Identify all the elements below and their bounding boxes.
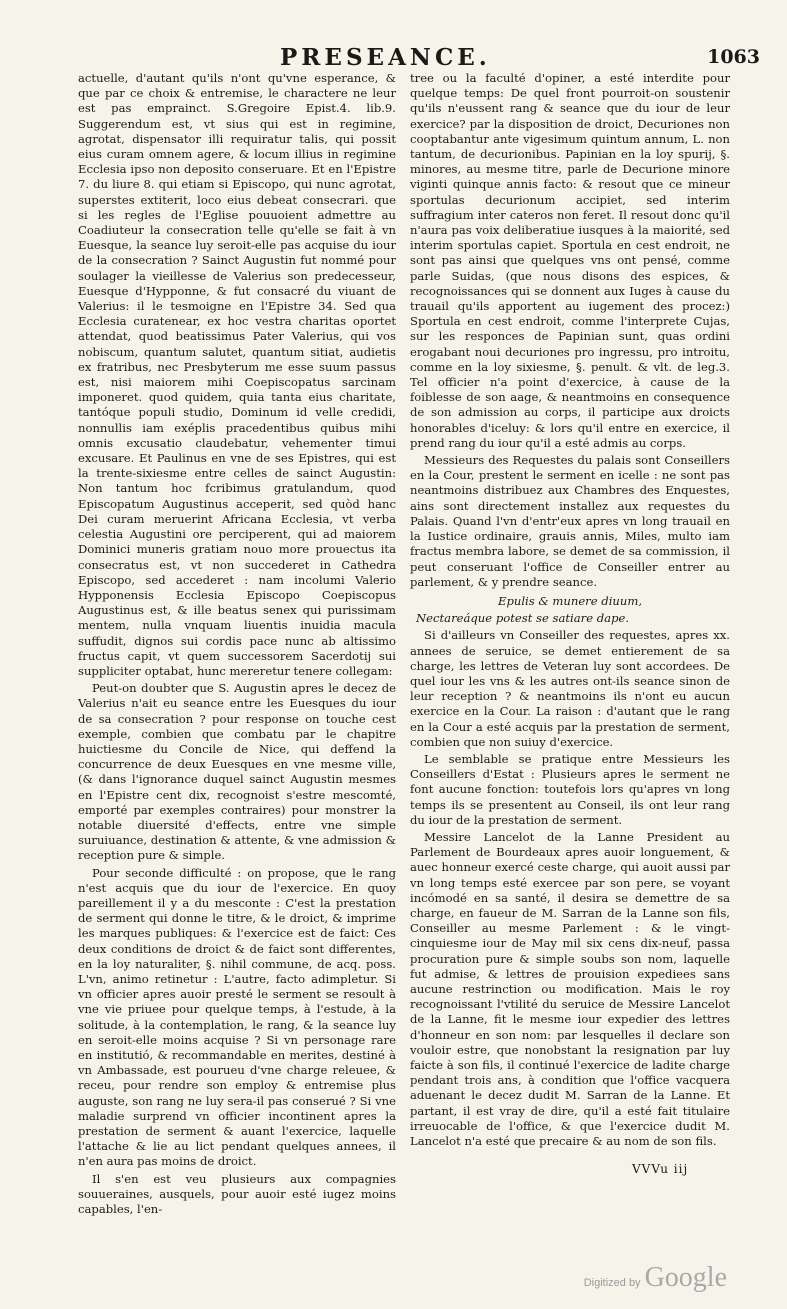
paragraph: actuelle, d'autant qu'ils n'ont qu'vne esperance, & que par ce choix & entremise, le charactere ne leur est pas emprainct. S.Gregoire Epist.4. lib.9. Suggerendum est, vt sius qui est in regimine, agrotat, dispensator illi requiratur talis, qui possit eius curam omnem agere, & locum illius in regimine Ecclesia ipso non deposito conseruare. Et en l'Epistre 7. du liure 8. qui etiam si Episcopo, qui nunc agrotat, superstes extiterit, loco eius debeat consecrari. que si les regles de l'Eglise pouuoient admettre au Coadiuteur la consecration telle qu'elle se fait à vn Euesque, la seance luy seroit-elle pas acquise du iour de la consecration ? Sainct Augustin fut nommé pour soulager la vieillesse de Valerius son predecesseur, Euesque d'Hypponne, & fut consacré du viuant de Valerius: il le tesmoigne en l'Epistre 34. Sed qua Ecclesia curatenear, ex hoc vestra charitas oportet attendat, quod beatissimus Pater Valerius, qui vos nobiscum, quantum salutet, quantum sitiat, audietis ex fratribus, nec Presbyterum me esse suum passus est, nisi maiorem mihi Coepiscopatus sarcinam imponeret. quod quidem, quia tanta eius charitate, tantóque populi studio, Dominum id velle credidi, nonnullis iam exéplis pracedentibus quibus mihi omnis excusatio claudebatur, vehementer timui excusare. Et Paulinus en vne de ses Epistres, qui est la trente-sixiesme entre celles de sainct Augustin: Non tantum hoc fcribimus gratulandum, quod Episcopatum Augustinus acceperit, sed quòd hanc Dei curam meruerint Africana Ecclesia, vt verba celestia Augustini ore perciperent, qui ad maiorem Dominici muneris gratiam nouo more prouectus ita consecratus est, vt non succederet in Cathedra Episcopo, sed accederet : nam incolumi Valerio Hypponensis Ecclesia Episcopo Coepiscopus Augustinus est, & ille beatus senex qui purissimam mentem, nulla vnquam liuentis inuidia macula suffudit, dignos sui cordis pace nunc ab altissimo fructus capit, vt quem successorem Sacerdotij sui suppliciter optabat, hunc mereretur tenere collegam: [78, 71, 396, 678]
verse-line: Nectareáque potest se satiare dape. [416, 611, 630, 626]
verse-line: Epulis & munere diuum, [497, 593, 643, 608]
page-number: 1063 [707, 46, 760, 68]
running-head [70, 44, 760, 74]
paragraph: Messieurs des Requestes du palais sont Conseillers en la Cour, prestent le serment en icelle : ne sont pas neantmoins distribuez aux Chambres des Enquestes, ains sont directement installez aux requestes du Palais. Quand l'vn d'entr'eux apres vn long trauail en la Iustice ordinaire, grauis annis, Miles, multo iam fractus membra labore, se demet de sa commission, il peut conseruant l'office de Conseiller entrer au parlement, & y prendre seance. [410, 453, 730, 589]
paragraph: Pour seconde difficulté : on propose, que le rang n'est acquis que du iour de l'exercice. En quoy pareillement il y a du mesconte : C'est la prestation de serment qui donne le titre, & le droict, & imprime les marques publiques: & l'exercice est de faict: Ces deux conditions de droict & de faict sont differentes, en la loy naturaliter, §. nihil commune, de acq. poss. L'vn, animo retinetur : L'autre, facto adimpletur. Si vn officier apres auoir presté le serment se resoult à vne vie priuee pour quelque temps, à l'estude, à la solitude, à la contemplation, le rang, & la seance luy en seroit-elle moins acquise ? Si vn personage rare en institutió, & recommandable en merites, destiné à vn Ambassade, est pourueu d'vne charge releuee, & receu, pour rendre son employ & entremise plus auguste, son rang ne luy sera-il pas conserué ? Si vne maladie surprend vn officier incontinent apres la prestation de serment & auant l'exercice, laquelle l'attache & lie au lict pendant quelques annees, il n'en aura pas moins de droict. [78, 865, 396, 1169]
paragraph: Il s'en est veu plusieurs aux compagnies souueraines, ausquels, pour auoir esté iugez moins capables, l'en- [78, 1171, 396, 1217]
paragraph: tree ou la faculté d'opiner, a esté interdite pour quelque temps: De quel front pourroit-on soustenir qu'ils n'eussent rang & seance que du iour de leur exercice? par la disposition de droict, Decuriones non cooptabantur ante vigesimum quintum annum, L. non tantum, de decurionibus. Papinian en la loy spurij, §. minores, au mesme titre, parle de Decurione minore viginti quinque annis facto: & resout que ce mineur sportulas decurionum accipiet, sed interim suffragium inter cateros non feret. Il resout donc qu'il n'aura pas voix deliberatiue iusques à la maiorité, sed interim sportulas capiet. Sportula en cest endroit, ne sont pas ainsi que quelques vns ont pensé, comme parle Suidas, (que nous disons des espices, & recognoissances qui se donnent aux Iuges à cause du trauail qu'ils apportent au iugement des procez:) Sportula en cest endroit, comme l'interprete Cujas, sur les responces de Papinian sunt, quas ordini erogabant noui decuriones pro ingressu, pro introitu, comme en la loy sixiesme, §. penult. & vlt. de leg.3. Tel officier n'a point d'exercice, à cause de la foiblesse de son aage, & neantmoins en consequence de son admission au corps, il participe aux droicts honorables d'iceluy: & lors qu'il entre en exercice, il prend rang du iour qu'il a esté admis au corps. [410, 71, 730, 450]
paragraph: Peut-on doubter que S. Augustin apres le decez de Valerius n'ait eu seance entre les Euesques du iour de sa consecration ? pour response on touche cest exemple, combien que combatu par le chapitre huictiesme du Concile de Nice, qui deffend la concurrence de deux Euesques en vne mesme ville, (& dans l'ignorance duquel sainct Augustin mesmes en l'Epistre cent dix, recognoist s'estre mescomté, emporté par exemples contraires) pour monstrer la notable diuersité d'effects, entre vne simple suruiuance, destination & attente, & vne admission & reception pure & simple. [78, 681, 396, 863]
digitization-watermark [584, 1262, 727, 1294]
paragraph: Messire Lancelot de la Lanne President au Parlement de Bourdeaux apres auoir longuement, & auec honneur exercé ceste charge, qui auoit aussi par vn long temps esté exercee par son pere, se voyant incómodé en sa santé, il desira se demettre de sa charge, en faueur de M. Sarran de la Lanne son fils, Conseiller au mesme Parlement : & le vingt-cinquiesme iour de May mil six cens dix-neuf, passa procuration pure & simple soubs son nom, laquelle fut admise, & lettres de prouision expediees sans aucune restrinction ou modification. Mais le roy recognoissant l'vtilité du seruice de Messire Lancelot de la Lanne, fit le mesme iour expedier des lettres d'honneur en son nom: par lesquelles il declare son vouloir estre, que nonobstant la resignation par luy faicte à son fils, il continué l'exercice de ladite charge pendant trois ans, à condition que l'office vacquera aduenant le decez dudit M. Sarran de la Lanne. Et partant, il est vray de dire, qu'il a esté fait titulaire irreuocable de l'office, & que l'exercice dudit M. Lancelot n'a esté que precaire & au nom de son fils. [410, 829, 730, 1149]
paragraph: Le semblable se pratique entre Messieurs les Conseillers d'Estat : Plusieurs apres le serment ne font aucune fonction: toutefois lors qu'apres vn long temps ils se presentent au Conseil, ils ont leur rang du iour de la prestation de serment. [410, 751, 730, 827]
google-logo: Google [644, 1262, 727, 1293]
paragraph: Si d'ailleurs vn Conseiller des requestes, apres xx. annees de seruice, se demet entierement de sa charge, les lettres de Veteran luy sont accordees. De quel iour les vns & les autres ont-ils seance sinon de leur reception ? & neantmoins ils n'ont eu aucun exercice en la Cour. La raison : d'autant que le rang en la Cour a esté acquis par la prestation de serment, combien que non suiuy d'exercice. [410, 628, 730, 749]
running-title: PRESEANCE. [280, 44, 491, 71]
left-column [78, 71, 396, 1217]
watermark-prefix: Digitized by [583, 1277, 641, 1289]
signature-mark: VVVu iij [632, 1162, 689, 1176]
right-column [410, 71, 730, 1149]
